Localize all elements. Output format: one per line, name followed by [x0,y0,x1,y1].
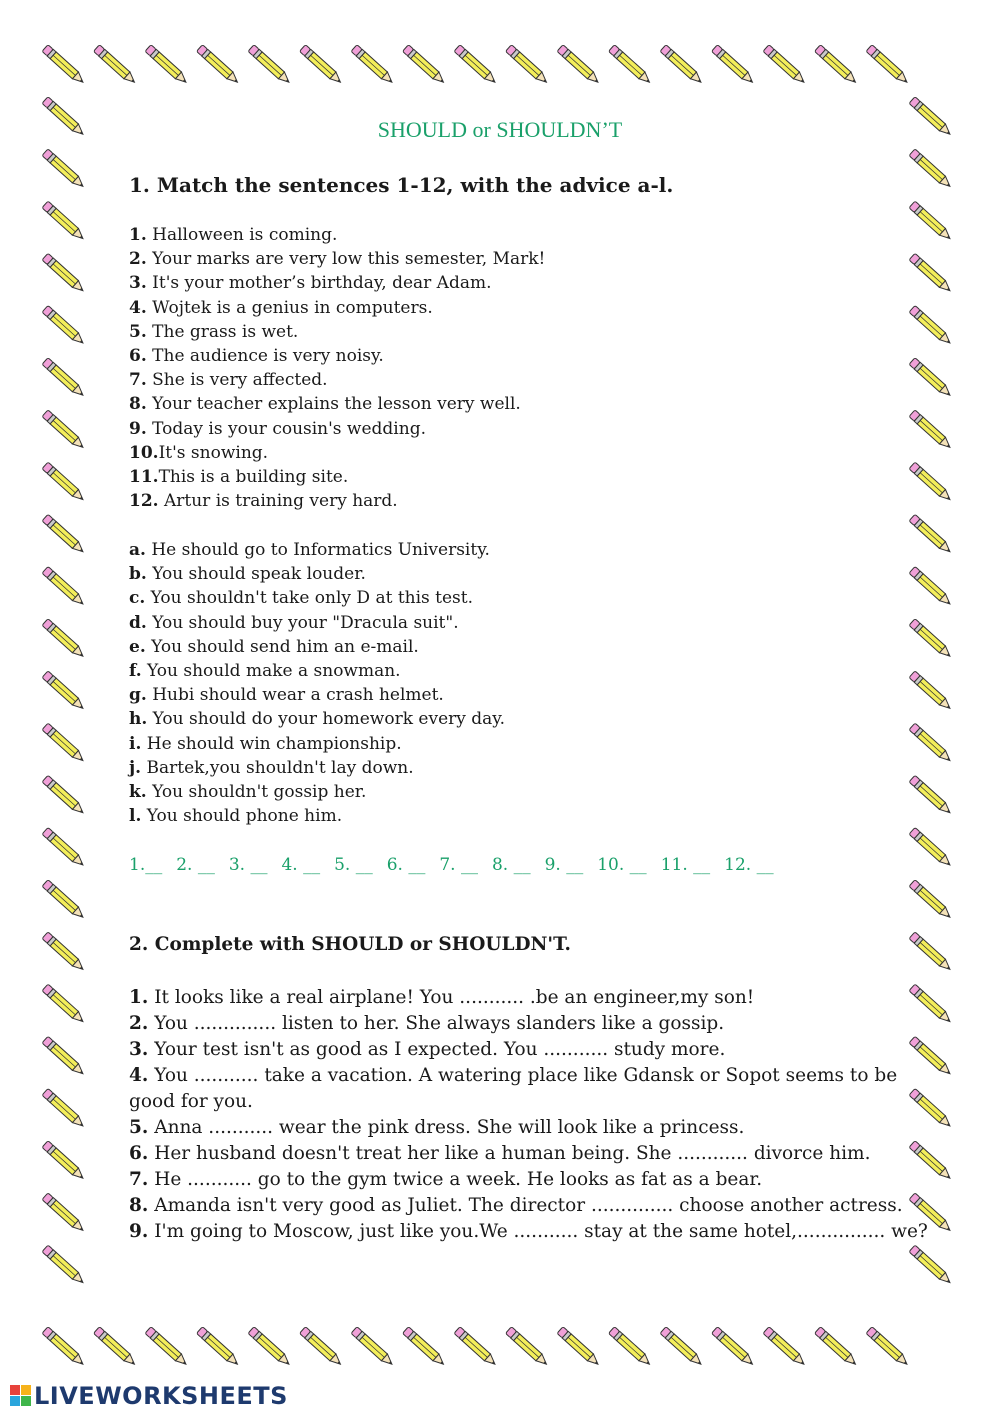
completion-item [129,1219,929,1245]
pencil-icon [42,723,86,764]
sentence-item [129,320,545,344]
sentence-list [129,223,545,513]
footer [10,1383,288,1409]
answer-slot[interactable]: 4. __ [281,855,321,875]
completion-item-text: It looks like a real airplane! You ........... .be an engineer,my son! [148,987,755,1008]
pencil-icon [196,1327,240,1368]
advice-item-number: g. [129,685,147,706]
pencil-icon [909,462,953,503]
pencil-icon [93,45,137,86]
pencil-icon [42,45,86,86]
answer-slot[interactable]: 10. __ [597,855,647,875]
completion-item-number: 4. [129,1065,149,1086]
pencil-icon [505,45,549,86]
answer-slot[interactable]: 1.__ [129,855,163,875]
sentence-item-number: 7. [129,370,147,391]
completion-item [129,1167,929,1193]
pencil-icon [42,201,86,242]
pencil-icon [93,1327,137,1368]
sentence-item [129,223,545,247]
section1-heading: 1. Match the sentences 1-12, with the advice a-l. [129,173,674,197]
advice-item [129,586,505,610]
advice-item-text: You shouldn't take only D at this test. [145,588,474,609]
advice-item-text: He should go to Informatics University. [145,540,490,560]
pencil-icon [909,671,953,712]
pencil-icon [660,45,704,86]
answer-slot[interactable]: 3. __ [228,855,268,875]
completion-item-number: 5. [129,1117,149,1138]
pencil-icon [814,45,858,86]
sentence-item-text: Artur is training very hard. [158,491,398,512]
pencil-icon [42,410,86,451]
pencil-icon [909,827,953,868]
pencil-icon [909,932,953,973]
completion-item-text: You ........... take a vacation. A watering place like Gdansk or Sopot seems to be good for you. [129,1065,898,1112]
pencil-icon [909,619,953,660]
answer-slot[interactable]: 11. __ [660,855,711,875]
advice-list [129,538,505,828]
advice-item-number: c. [129,588,146,609]
pencil-icon [42,671,86,712]
completion-item [129,985,929,1011]
advice-item-number: h. [129,709,148,730]
pencil-icon [42,1141,86,1182]
pencil-icon [909,880,953,921]
pencil-icon [909,410,953,451]
advice-item-text: You should do your homework every day. [147,709,506,730]
pencil-icon [145,45,189,86]
worksheet-title: SHOULD or SHOULDN’T [377,117,623,142]
sentence-item-number: 5. [129,321,147,342]
pencil-icon [248,1327,292,1368]
advice-item [129,780,505,804]
pencil-icon [42,253,86,294]
sentence-item [129,417,545,441]
pencil-icon [909,566,953,607]
pencil-icon [42,514,86,555]
advice-item [129,635,505,659]
sentence-item-number: 2. [129,249,147,270]
pencil-icon [351,45,395,86]
pencil-icon [909,723,953,764]
advice-item [129,732,505,756]
pencil-icon [42,462,86,503]
sentence-item-number: 12. [129,491,159,512]
pencil-icon [866,1327,910,1368]
pencil-icon [299,45,343,86]
answer-slot[interactable]: 6. __ [386,855,426,875]
pencil-icon [248,45,292,86]
pencil-icon [42,566,86,607]
sentence-item [129,489,545,513]
pencil-icon [909,358,953,399]
completion-item [129,1063,929,1115]
pencil-icon [42,984,86,1025]
advice-item [129,562,505,586]
pencil-icon [42,1245,86,1286]
advice-item-number: e. [129,636,146,657]
completion-item-number: 7. [129,1169,149,1190]
pencil-icon [42,149,86,190]
advice-item-text: You should speak louder. [146,564,366,585]
advice-item-number: b. [129,564,147,585]
completion-item-number: 6. [129,1143,149,1164]
sentence-item-number: 11. [129,467,159,488]
sentence-item-number: 1. [129,225,147,245]
pencil-icon [557,45,601,86]
advice-item-number: d. [129,612,147,633]
sentence-item-number: 6. [129,346,147,367]
answer-slot[interactable]: 8. __ [491,855,531,875]
pencil-icon [909,253,953,294]
pencil-icon [814,1327,858,1368]
pencil-icon [42,880,86,921]
pencil-icon [454,45,498,86]
sentence-item [129,392,545,416]
completion-item-text: Anna ........... wear the pink dress. She will look like a princess. [148,1117,745,1138]
answer-slot[interactable]: 2. __ [176,855,215,875]
advice-item-number: a. [129,540,146,560]
pencil-icon [42,1327,86,1368]
sentence-item-text: Wojtek is a genius in computers. [146,297,433,318]
pencil-icon [299,1327,343,1368]
completion-item [129,1193,929,1219]
advice-item-text: You should phone him. [141,806,343,827]
advice-item-text: You should send him an e-mail. [145,636,419,657]
pencil-icon [42,1193,86,1234]
advice-item [129,804,505,828]
advice-item-text: He should win championship. [141,733,402,754]
pencil-icon [42,619,86,660]
completion-list [129,985,929,1245]
sentence-item [129,296,545,320]
sentence-item-number: 3. [129,273,147,294]
sentence-item-number: 4. [129,297,147,318]
sentence-item-number: 10. [129,442,159,463]
completion-item-number: 9. [129,1221,149,1242]
advice-item-text: You should make a snowman. [141,661,401,682]
pencil-icon [454,1327,498,1368]
pencil-icon [660,1327,704,1368]
sentence-item-text: Your teacher explains the lesson very well. [146,394,521,415]
sentence-item [129,368,545,392]
completion-item [129,1115,929,1141]
pencil-icon [909,775,953,816]
sentence-item [129,441,545,465]
sentence-item-text: This is a building site. [158,467,349,488]
pencil-icon [42,358,86,399]
sentence-item-text: Today is your cousin's wedding. [146,418,426,439]
advice-item-text: Hubi should wear a crash helmet. [146,685,444,706]
pencil-icon [763,45,807,86]
pencil-icon [42,1036,86,1077]
pencil-icon [608,1327,652,1368]
answer-slot[interactable]: 5. __ [334,855,373,875]
completion-item-number: 2. [129,1013,149,1034]
sentence-item-text: Halloween is coming. [146,225,338,245]
sentence-item-text: The audience is very noisy. [146,346,384,367]
completion-item [129,1037,929,1063]
completion-item-number: 1. [129,987,149,1008]
pencil-icon [711,45,755,86]
pencil-icon [42,932,86,973]
completion-item-number: 8. [129,1195,149,1216]
advice-item [129,756,505,780]
pencil-icon [42,775,86,816]
sentence-item-text: It's your mother’s birthday, dear Adam. [146,273,492,294]
pencil-icon [866,45,910,86]
pencil-icon [505,1327,549,1368]
completion-item [129,1011,929,1037]
pencil-icon [196,45,240,86]
answer-slot[interactable]: 9. __ [544,855,584,875]
advice-item [129,659,505,683]
advice-item-number: l. [129,806,142,827]
pencil-icon [145,1327,189,1368]
sentence-item-text: The grass is wet. [146,321,299,342]
pencil-icon [763,1327,807,1368]
pencil-icon [909,305,953,346]
advice-item [129,707,505,731]
liveworksheets-logo-icon [10,1385,32,1407]
advice-item-text: Bartek,you shouldn't lay down. [141,757,414,778]
completion-item [129,1141,929,1167]
sentence-item [129,271,545,295]
pencil-icon [402,1327,446,1368]
sentence-item-text: It's snowing. [158,442,269,463]
pencil-icon [42,305,86,346]
advice-item-text: You should buy your "Dracula suit". [146,612,459,633]
sentence-item-text: She is very affected. [146,370,328,391]
pencil-icon [402,45,446,86]
completion-item-number: 3. [129,1039,149,1060]
sentence-item [129,344,545,368]
answer-slot[interactable]: 7. __ [439,855,478,875]
sentence-item-number: 8. [129,394,147,415]
pencil-icon [608,45,652,86]
advice-item-number: f. [129,661,142,682]
advice-item-number: j. [129,757,142,778]
sentence-item-text: Your marks are very low this semester, Mark! [146,249,546,270]
completion-item-text: I'm going to Moscow, just like you.We ........... stay at the same hotel,............... we? [148,1221,928,1242]
pencil-icon [42,1088,86,1129]
advice-item-text: You shouldn't gossip her. [146,782,367,803]
completion-item-text: Amanda isn't very good as Juliet. The director .............. choose another actress. [148,1195,903,1216]
section2-heading: 2. Complete with SHOULD or SHOULDN'T. [129,934,571,955]
advice-item [129,538,505,562]
completion-item-text: He ........... go to the gym twice a week. He looks as fat as a bear. [148,1169,763,1190]
answer-slot[interactable]: 12. __ [724,855,774,875]
pencil-icon [351,1327,395,1368]
advice-item-number: k. [129,782,147,803]
pencil-icon [42,827,86,868]
completion-item-text: Her husband doesn't treat her like a human being. She ............ divorce him. [148,1143,871,1164]
pencil-icon [909,201,953,242]
sentence-item [129,247,545,271]
pencil-icon [909,149,953,190]
sentence-item [129,465,545,489]
completion-item-text: You .............. listen to her. She always slanders like a gossip. [148,1013,725,1034]
advice-item [129,683,505,707]
advice-item-number: i. [129,733,142,754]
footer-logo-text: LIVEWORKSHEETS [34,1382,288,1410]
pencil-icon [909,1245,953,1286]
advice-item [129,611,505,635]
answer-slots [129,855,788,875]
pencil-icon [909,514,953,555]
pencil-icon [711,1327,755,1368]
sentence-item-number: 9. [129,418,147,439]
completion-item-text: Your test isn't as good as I expected. You ........... study more. [148,1039,726,1060]
pencil-icon [557,1327,601,1368]
